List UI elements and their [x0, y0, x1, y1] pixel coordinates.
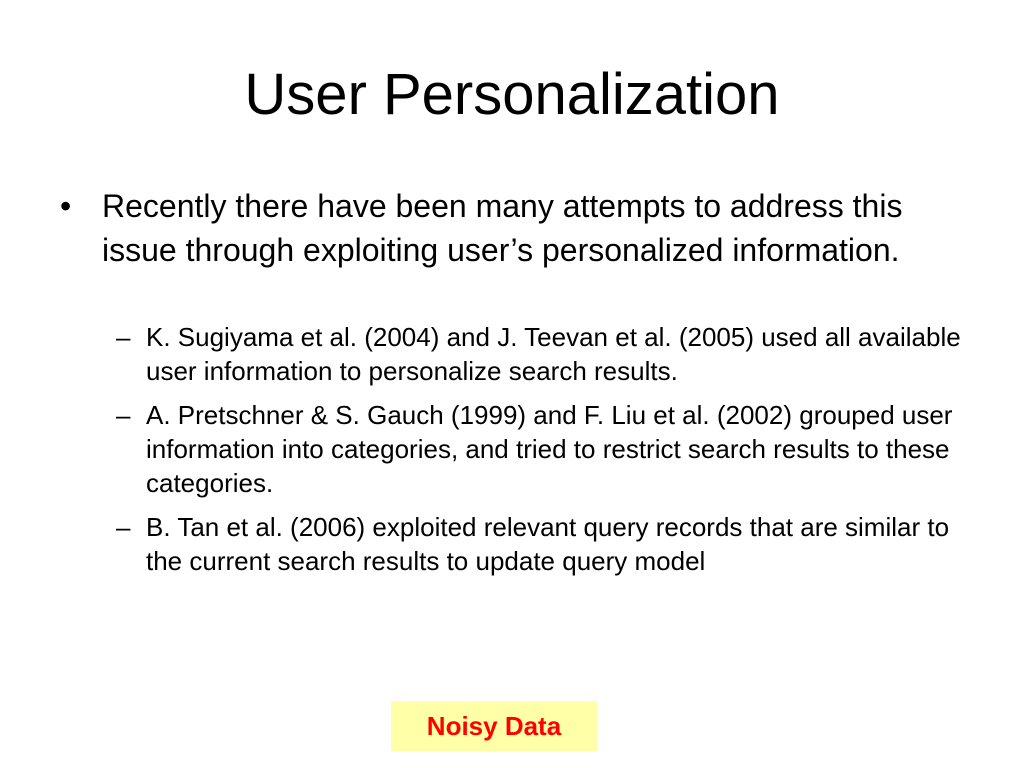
sub-bullet-list [116, 320, 966, 588]
sub-bullet-mark: – [116, 322, 131, 352]
sub-bullet-item [116, 320, 966, 388]
sub-bullet-mark: – [116, 512, 131, 542]
main-bullet-text: Recently there have been many attempts to address this issue through exploiting user’s personalized information. [102, 188, 903, 268]
sub-bullet-text: A. Pretschner & S. Gauch (1999) and F. Liu et al. (2002) grouped user information into categories, and tried to restrict search results to these categories. [146, 400, 953, 498]
sub-bullet-mark: – [116, 400, 131, 430]
sub-bullet-item [116, 398, 966, 500]
sub-bullet-text: B. Tan et al. (2006) exploited relevant query records that are similar to the current search results to update query model [146, 512, 950, 576]
main-bullet [60, 184, 940, 272]
sub-bullet-text: K. Sugiyama et al. (2004) and J. Teevan et al. (2005) used all available user information to personalize search results. [146, 322, 961, 386]
sub-bullet-item [116, 510, 966, 578]
slide-title: User Personalization [244, 62, 780, 127]
bullet-mark: • [60, 188, 72, 224]
noisy-data-callout: Noisy Data [391, 701, 597, 751]
